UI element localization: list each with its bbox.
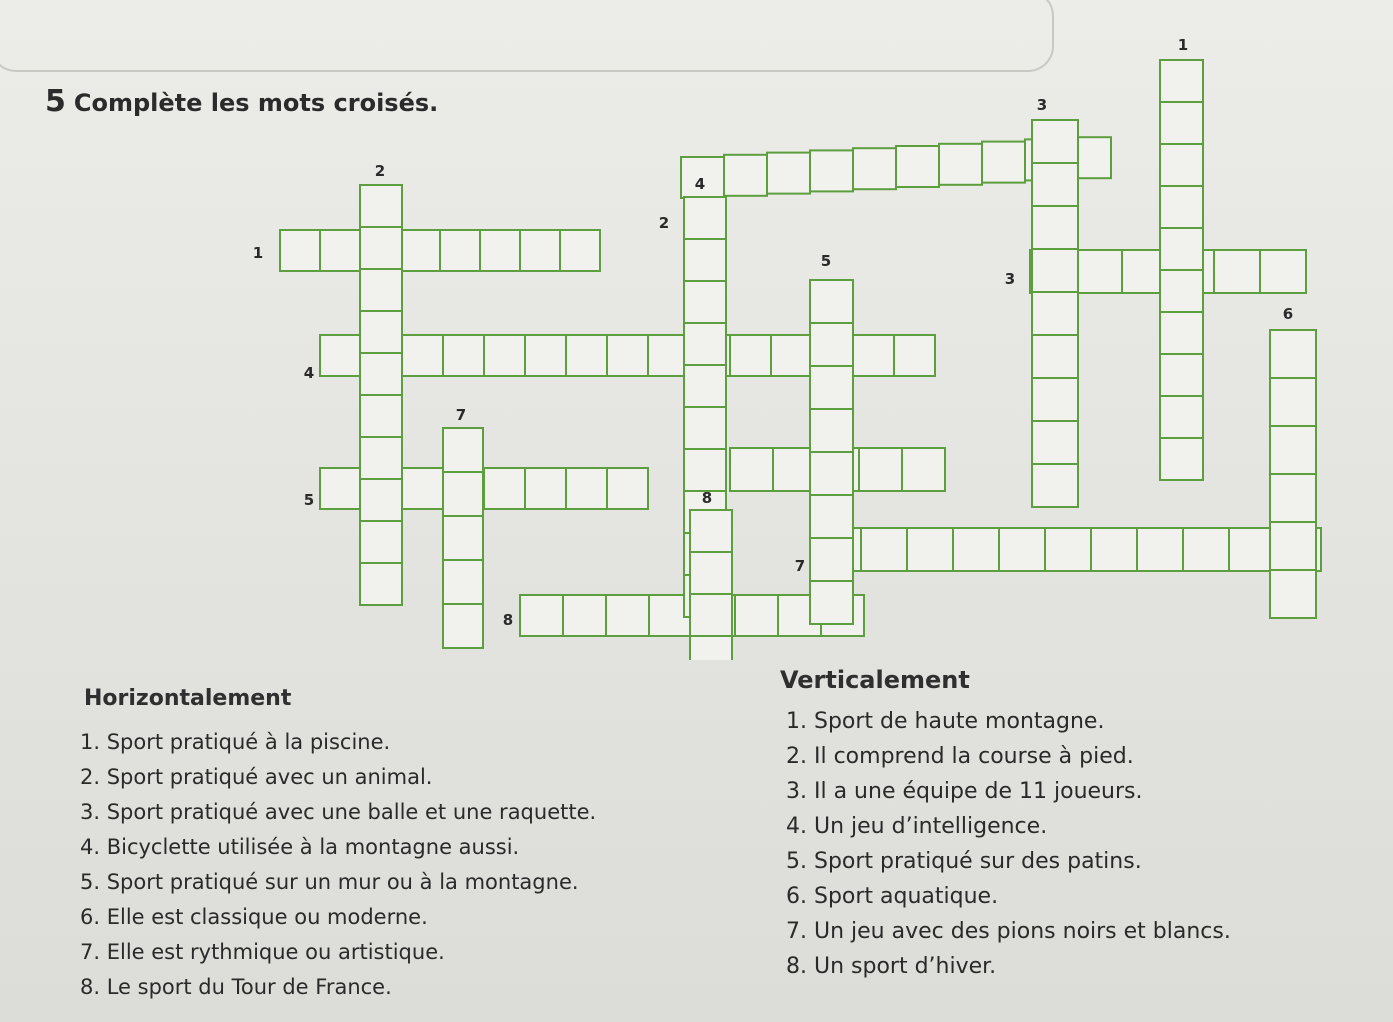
down-6-cell[interactable] bbox=[1270, 570, 1316, 618]
down-4-cell[interactable] bbox=[684, 197, 726, 239]
down-2-cell[interactable] bbox=[360, 395, 402, 437]
across-7-cell[interactable] bbox=[907, 528, 953, 571]
down-2-number: 2 bbox=[374, 162, 386, 180]
vertical-clue: 8. Un sport d’hiver. bbox=[786, 954, 997, 979]
vertical-clue: 2. Il comprend la course à pied. bbox=[786, 744, 1134, 769]
across-7-cell[interactable] bbox=[1137, 528, 1183, 571]
across-2-cell[interactable] bbox=[939, 144, 982, 185]
down-5-cell[interactable] bbox=[810, 581, 853, 624]
down-2-cell[interactable] bbox=[360, 311, 402, 353]
vertical-clue: 7. Un jeu avec des pions noirs et blancs. bbox=[786, 919, 1231, 944]
down-2-cell[interactable] bbox=[360, 227, 402, 269]
exercise-number: 5 bbox=[45, 84, 66, 119]
down-1-cell[interactable] bbox=[1160, 186, 1203, 228]
down-3-number: 3 bbox=[1036, 96, 1048, 114]
down-4-cell[interactable] bbox=[684, 407, 726, 449]
down-3-cell[interactable] bbox=[1032, 249, 1078, 292]
vertical-clue: 3. Il a une équipe de 11 joueurs. bbox=[786, 779, 1143, 804]
down-6-cell[interactable] bbox=[1270, 426, 1316, 474]
down-5-cell[interactable] bbox=[810, 409, 853, 452]
down-4-cell[interactable] bbox=[684, 239, 726, 281]
across-3-number: 3 bbox=[1004, 270, 1016, 288]
across-7-number: 7 bbox=[794, 557, 806, 575]
down-3-cell[interactable] bbox=[1032, 206, 1078, 249]
across-4-cell[interactable] bbox=[525, 335, 566, 376]
across-2-cell[interactable] bbox=[853, 148, 896, 189]
vertical-clues-heading: Verticalement bbox=[780, 666, 970, 694]
down-4-cell[interactable] bbox=[684, 449, 726, 491]
across-1-cell[interactable] bbox=[280, 230, 320, 271]
down-1-cell[interactable] bbox=[1160, 60, 1203, 102]
down-2-cell[interactable] bbox=[360, 479, 402, 521]
across-5-number: 5 bbox=[303, 491, 315, 509]
across-1-cell[interactable] bbox=[520, 230, 560, 271]
vertical-clue: 4. Un jeu d’intelligence. bbox=[786, 814, 1048, 839]
across-4-number: 4 bbox=[303, 364, 315, 382]
horizontal-clue: 2. Sport pratiqué avec un animal. bbox=[80, 765, 433, 789]
down-7-cell[interactable] bbox=[443, 560, 483, 604]
across-8-cell[interactable] bbox=[735, 595, 778, 636]
down-1-cell[interactable] bbox=[1160, 270, 1203, 312]
across-4-cell[interactable] bbox=[566, 335, 607, 376]
down-3-cell[interactable] bbox=[1032, 335, 1078, 378]
across-1-cell[interactable] bbox=[400, 230, 440, 271]
down-3-cell[interactable] bbox=[1032, 421, 1078, 464]
down-4-number: 4 bbox=[694, 175, 706, 193]
down-3-cell[interactable] bbox=[1032, 378, 1078, 421]
across-5-cell[interactable] bbox=[402, 468, 443, 509]
across-7-cell[interactable] bbox=[1229, 528, 1275, 571]
down-8-number: 8 bbox=[701, 489, 713, 507]
down-6-cell[interactable] bbox=[1270, 378, 1316, 426]
down-8-cell[interactable] bbox=[690, 510, 732, 552]
across-1-cell[interactable] bbox=[440, 230, 480, 271]
across-5-cell[interactable] bbox=[525, 468, 566, 509]
down-2-cell[interactable] bbox=[360, 269, 402, 311]
across-7-cell[interactable] bbox=[1045, 528, 1091, 571]
across-4-cell[interactable] bbox=[648, 335, 689, 376]
down-6-cell[interactable] bbox=[1270, 522, 1316, 570]
across-3-cell[interactable] bbox=[1214, 250, 1260, 293]
down-3-cell[interactable] bbox=[1032, 120, 1078, 163]
across-4-cell[interactable] bbox=[443, 335, 484, 376]
across-6-cell[interactable] bbox=[902, 448, 945, 491]
across-5-cell[interactable] bbox=[484, 468, 525, 509]
down-7-number: 7 bbox=[455, 406, 467, 424]
down-1-cell[interactable] bbox=[1160, 144, 1203, 186]
across-5-cell[interactable] bbox=[320, 468, 361, 509]
across-7-cell[interactable] bbox=[1183, 528, 1229, 571]
across-8-number: 8 bbox=[502, 611, 514, 629]
across-8-cell[interactable] bbox=[606, 595, 649, 636]
down-2-cell[interactable] bbox=[360, 521, 402, 563]
exercise-instruction: Complète les mots croisés. bbox=[73, 89, 439, 117]
down-5-number: 5 bbox=[820, 252, 832, 270]
down-5-cell[interactable] bbox=[810, 538, 853, 581]
down-4-cell[interactable] bbox=[684, 323, 726, 365]
across-1-number: 1 bbox=[252, 244, 264, 262]
across-4-cell[interactable] bbox=[607, 335, 648, 376]
down-2-cell[interactable] bbox=[360, 185, 402, 227]
horizontal-clue: 8. Le sport du Tour de France. bbox=[80, 975, 392, 999]
down-3-cell[interactable] bbox=[1032, 163, 1078, 206]
down-1-number: 1 bbox=[1177, 36, 1189, 54]
down-8-cell[interactable] bbox=[690, 552, 732, 594]
horizontal-clue: 3. Sport pratiqué avec une balle et une raquette. bbox=[80, 800, 597, 824]
down-8-cell[interactable] bbox=[690, 636, 732, 660]
across-7-cell[interactable] bbox=[861, 528, 907, 571]
across-8-cell[interactable] bbox=[563, 595, 606, 636]
down-6-cell[interactable] bbox=[1270, 474, 1316, 522]
vertical-clue: 6. Sport aquatique. bbox=[786, 884, 999, 909]
down-5-cell[interactable] bbox=[810, 323, 853, 366]
horizontal-clue: 5. Sport pratiqué sur un mur ou à la montagne. bbox=[80, 870, 579, 894]
across-3-cell[interactable] bbox=[1260, 250, 1306, 293]
down-2-cell[interactable] bbox=[360, 563, 402, 605]
down-8-cell[interactable] bbox=[690, 594, 732, 636]
horizontal-clues-list bbox=[80, 726, 596, 1006]
across-5-cell[interactable] bbox=[566, 468, 607, 509]
across-4-cell[interactable] bbox=[771, 335, 812, 376]
across-4-cell[interactable] bbox=[894, 335, 935, 376]
across-4-cell[interactable] bbox=[853, 335, 894, 376]
across-7-cell[interactable] bbox=[999, 528, 1045, 571]
across-6-cell[interactable] bbox=[859, 448, 902, 491]
down-4-cell[interactable] bbox=[684, 365, 726, 407]
across-5-cell[interactable] bbox=[607, 468, 648, 509]
down-7-cell[interactable] bbox=[443, 472, 483, 516]
across-2-cell[interactable] bbox=[767, 153, 810, 194]
down-7-cell[interactable] bbox=[443, 516, 483, 560]
horizontal-clues-heading: Horizontalement bbox=[84, 686, 292, 711]
down-4-cell[interactable] bbox=[684, 281, 726, 323]
vertical-clues-list bbox=[786, 706, 1231, 986]
across-7-cell[interactable] bbox=[1091, 528, 1137, 571]
across-4-cell[interactable] bbox=[320, 335, 361, 376]
down-6-cell[interactable] bbox=[1270, 330, 1316, 378]
down-1-cell[interactable] bbox=[1160, 102, 1203, 144]
across-4-cell[interactable] bbox=[484, 335, 525, 376]
down-1-cell[interactable] bbox=[1160, 228, 1203, 270]
vertical-clue: 5. Sport pratiqué sur des patins. bbox=[786, 849, 1142, 874]
down-1-cell[interactable] bbox=[1160, 438, 1203, 480]
across-2-cell[interactable] bbox=[982, 142, 1025, 183]
down-3-cell[interactable] bbox=[1032, 464, 1078, 507]
horizontal-clue: 4. Bicyclette utilisée à la montagne aussi. bbox=[80, 835, 520, 859]
down-5-cell[interactable] bbox=[810, 452, 853, 495]
down-6-number: 6 bbox=[1282, 305, 1294, 323]
across-2-cell[interactable] bbox=[810, 150, 853, 191]
across-4-cell[interactable] bbox=[730, 335, 771, 376]
down-3-cell[interactable] bbox=[1032, 292, 1078, 335]
across-7-cell[interactable] bbox=[953, 528, 999, 571]
down-7-cell[interactable] bbox=[443, 428, 483, 472]
down-1-cell[interactable] bbox=[1160, 396, 1203, 438]
down-2-cell[interactable] bbox=[360, 437, 402, 479]
down-7-cell[interactable] bbox=[443, 604, 483, 648]
across-4-cell[interactable] bbox=[402, 335, 443, 376]
across-3-cell[interactable] bbox=[1076, 250, 1122, 293]
across-2-number: 2 bbox=[658, 214, 670, 232]
down-5-cell[interactable] bbox=[810, 280, 853, 323]
across-1-cell[interactable] bbox=[480, 230, 520, 271]
down-2-cell[interactable] bbox=[360, 353, 402, 395]
across-6-cell[interactable] bbox=[730, 448, 773, 491]
down-5-cell[interactable] bbox=[810, 495, 853, 538]
down-1-cell[interactable] bbox=[1160, 312, 1203, 354]
across-8-cell[interactable] bbox=[520, 595, 563, 636]
down-1-cell[interactable] bbox=[1160, 354, 1203, 396]
horizontal-clue: 7. Elle est rythmique ou artistique. bbox=[80, 940, 445, 964]
across-1-cell[interactable] bbox=[320, 230, 360, 271]
across-1-cell[interactable] bbox=[560, 230, 600, 271]
down-5-cell[interactable] bbox=[810, 366, 853, 409]
vertical-clue: 1. Sport de haute montagne. bbox=[786, 709, 1105, 734]
across-2-cell[interactable] bbox=[724, 155, 767, 196]
horizontal-clue: 1. Sport pratiqué à la piscine. bbox=[80, 730, 391, 754]
horizontal-clue: 6. Elle est classique ou moderne. bbox=[80, 905, 428, 929]
across-2-cell[interactable] bbox=[896, 146, 939, 187]
